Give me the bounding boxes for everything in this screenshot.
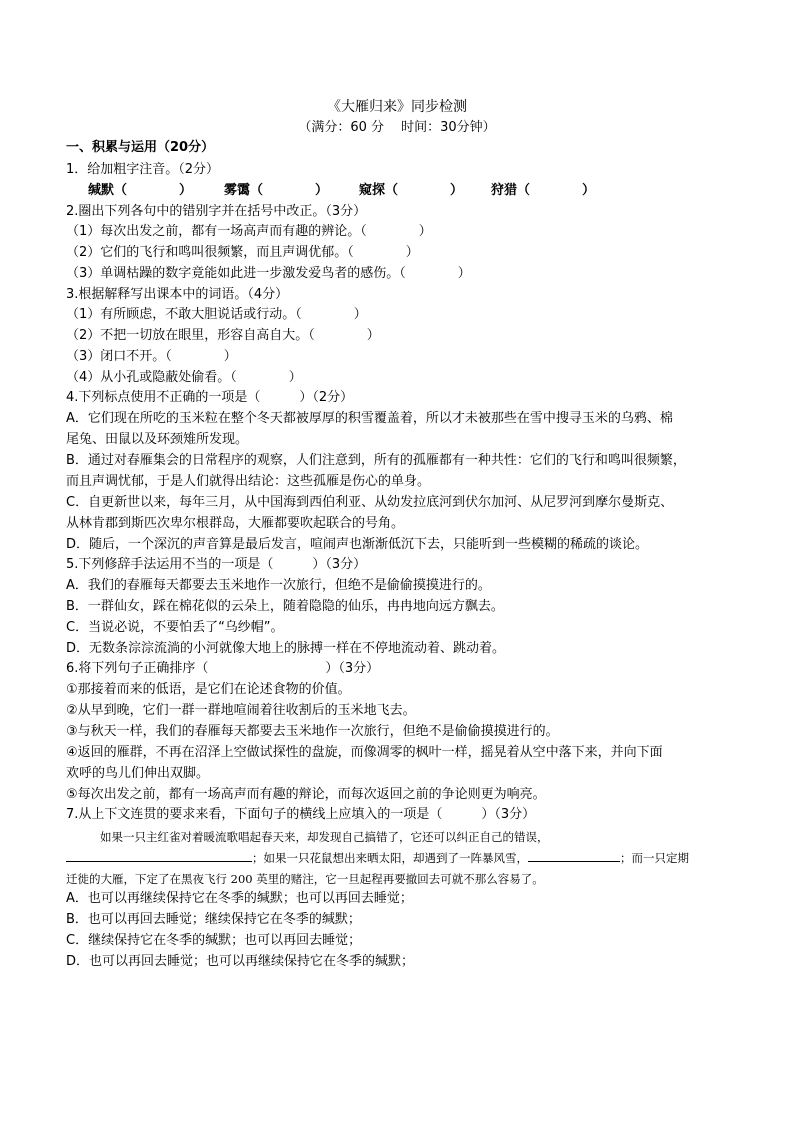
question-6-line-5: 欢呼的鸟儿们伸出双脚。 [66,766,210,781]
question-6-line-6: ⑤每次出发之前，都有一场高声而有趣的辩论，而每次返回之前的争论则更为响亮。 [66,787,546,802]
question-4-line-6: 从林肯郡到斯匹次卑尔根群岛，大雁都要吹起联合的号角。 [66,516,405,531]
question-3-line-2: （2）不把一切放在眼里，形容自高自大。（ ） [66,328,380,343]
passage-segment-b: ；而一只定期 [620,851,689,865]
question-4-line-5: C．自更新世以来，每年三月，从中国海到西伯利亚、从幼发拉底河到伏尔加河、从尼罗河到摩尔曼斯克、 [66,495,674,510]
question-4-line-2: 尾兔、田鼠以及环颈雉所发现。 [66,432,249,447]
question-6-line-4: ④返回的雁群，不再在沼泽上空做试探性的盘旋，而像凋零的枫叶一样，摇晃着从空中落下来，并向下面 [66,745,663,760]
question-4-line-3: B．通过对春雁集会的日常程序的观察，人们注意到，所有的孤雁都有一种共性：它们的飞行和鸣叫很频繁， [66,453,686,468]
question-7-option-d: D．也可以再回去睡觉；也可以再继续保持它在冬季的缄默； [66,954,415,969]
question-2-line-1: （1）每次出发之前，都有一场高声而有趣的辨论。（ ） [66,224,432,239]
passage-segment-a: ；如果一只花鼠想出来晒太阳，却遇到了一阵暴风雪， [252,851,528,865]
question-2-line-2: （2）它们的飞行和鸣叫很频繁，而且声调优郁。（ ） [66,245,419,260]
pinyin-item-2: 雾霭（ ） [224,183,329,198]
page-subtitle: （满分：60 分 时间：30分钟） [298,120,496,135]
question-6-line-2: ②从早到晚，它们一群一群地喧闹着往收割后的玉米地飞去。 [66,703,416,718]
question-6-line-1: ①那接着而来的低语，是它们在论述食物的价值。 [66,682,351,697]
page-title: 《大雁归来》同步检测 [327,99,467,115]
section-heading: 一、积累与运用（20分） [66,140,215,155]
question-4-line-4: 而且声调忧郁，于是人们就得出结论：这些孤雁是伤心的单身。 [66,474,431,489]
question-7-option-c: C．继续保持它在冬季的缄默；也可以再回去睡觉； [66,933,362,948]
question-7-stem: 7.从上下文连贯的要求来看，下面句子的横线上应填入的一项是（ ）（3分） [66,807,536,822]
fill-blank-2[interactable] [528,849,620,862]
question-5-line-4: D．无数条淙淙流淌的小河就像大地上的脉搏一样在不停地流动着、跳动着。 [66,641,506,656]
question-7-option-a: A．也可以再继续保持它在冬季的缄默；也可以再回去睡觉； [66,891,413,906]
question-2-stem: 2.圈出下列各句中的错别字并在括号中改正。（3分） [66,204,367,219]
question-3-line-3: （3）闭口不开。（ ） [66,349,237,364]
fill-blank-1[interactable] [66,849,252,862]
question-4-line-7: D．随后，一个深沉的声音算是最后发言，喧闹声也渐渐低沉下去，只能听到一些模糊的稀疏的谈论。 [66,537,649,552]
question-7-passage-line-3: 迁徙的大雁，下定了在黑夜飞行 200 英里的赌注，它一旦起程再要撤回去可就不那么容易了。 [66,872,544,886]
question-7-passage-line-2 [66,848,689,868]
question-3-line-1: （1）有所顾虑，不敢大胆说话或行动。（ ） [66,307,367,322]
question-3-line-4: （4）从小孔或隐蔽处偷看。（ ） [66,370,302,385]
pinyin-item-3: 窥探（ ） [359,183,464,198]
question-3-stem: 3.根据解释写出课本中的词语。（4分） [66,287,289,302]
question-6-line-3: ③与秋天一样，我们的春雁每天都要去玉米地作一次旅行，但绝不是偷偷摸摸进行的。 [66,724,559,739]
question-5-line-2: B．一群仙女，踩在棉花似的云朵上，随着隐隐的仙乐，冉冉地向远方飘去。 [66,599,504,614]
question-1-stem: 1．给加粗字注音。（2分） [66,162,220,177]
question-4-stem: 4.下列标点使用不正确的一项是（ ）（2分） [66,390,354,405]
question-5-line-3: C．当说必说，不要怕丢了“乌纱帽”。 [66,620,284,635]
question-2-line-3: （3）单调枯躁的数字竟能如此进一步激发爱鸟者的感伤。（ ） [66,266,471,281]
question-7-option-b: B．也可以再回去睡觉；继续保持它在冬季的缄默； [66,912,361,927]
question-4-line-1: A．它们现在所吃的玉米粒在整个冬天都被厚厚的积雪覆盖着，所以才未被那些在雪中搜寻玉米的乌鸦、棉 [66,411,673,426]
pinyin-item-1: 缄默（ ） [88,183,193,198]
question-6-stem: 6.将下列句子正确排序（ ）（3分） [66,661,380,676]
question-7-passage-line-1: 如果一只主红雀对着暖流歌唱起春天来，却发现自己搞错了，它还可以纠正自己的错误， [100,830,549,844]
pinyin-item-4: 狩猎（ ） [491,183,596,198]
question-5-line-1: A．我们的春雁每天都要去玉米地作一次旅行，但绝不是偷偷摸摸进行的。 [66,578,491,593]
question-5-stem: 5.下列修辞手法运用不当的一项是（ ）（3分） [66,557,367,572]
